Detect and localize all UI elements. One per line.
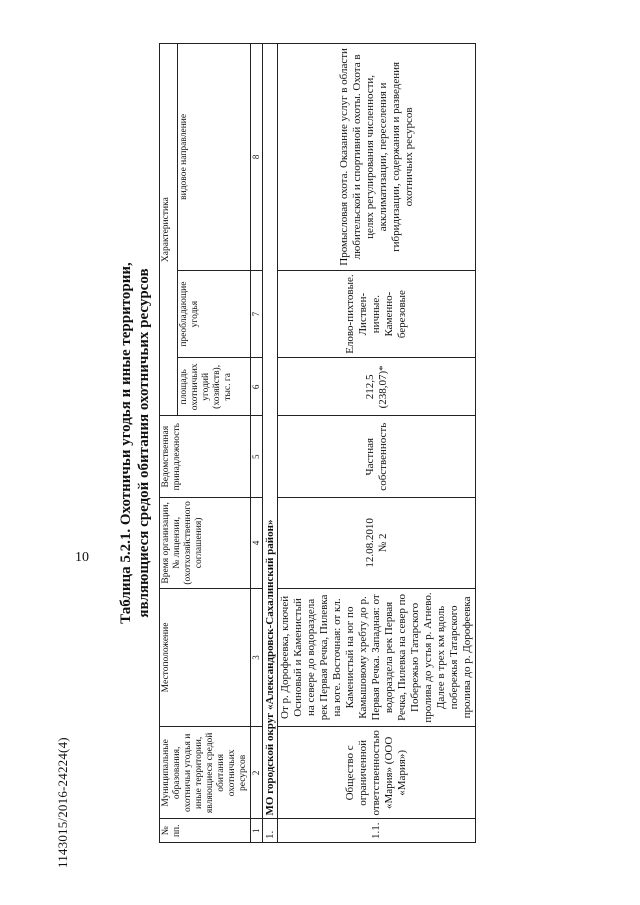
page-number: 10	[75, 550, 89, 565]
col-number: 5	[251, 416, 263, 498]
header-col6: площадь охотничьих угодий (хозяйств), тыс. га	[177, 358, 250, 416]
table-row	[278, 44, 476, 843]
region-name: МО городской округ «Александровск-Сахалинский район»	[263, 44, 278, 820]
entry-number: 1.1.	[278, 819, 476, 843]
entry-location: От р. Дорофеевка, ключей Осиновый и Каменистый на севере до водораздела рек Первая Речка, Пилевка на юге. Восточная: от кл. Каменистый на юг по Камышовому хребту до р. Первая Речка. Западная: от водораздела рек Первая Речка, Пилевка на север по Побережью Татарского пролива до устья р. Агнево. Далее в трех км вдоль побережья Татарского пролива до р. Дорофеевка	[278, 588, 476, 727]
entry-lands: Елово-пихтовые. Листвен-ничные. Каменно-березовые	[278, 270, 476, 358]
entry-area	[278, 358, 476, 416]
col-number: 8	[251, 44, 263, 271]
header-col8: видовое направление	[177, 44, 250, 271]
header-col1: № пп.	[160, 819, 251, 843]
entry-direction: Промысловая охота. Оказание услуг в области любительской и спортивной охоты. Охота в целях регулирования численности, акклиматизации, переселения и гибридизации, содержания и разведения охотничьих ресурсов	[278, 44, 476, 271]
area-note: (238,07)*	[376, 365, 389, 409]
header-col4: Время организации, № лицензии, (охотхозяйственного соглашения)	[160, 498, 251, 589]
header-row-1	[160, 44, 178, 843]
column-number-row	[251, 44, 263, 843]
document-code: 1143015/2016-24224(4)	[55, 737, 70, 868]
col-number: 2	[251, 727, 263, 819]
title-line-2: являющиеся средой обитания охотничьих ресурсов	[136, 268, 152, 618]
col-number: 4	[251, 498, 263, 589]
hunting-grounds-table	[159, 43, 476, 843]
title-line-1: Таблица 5.2.1. Охотничьи угодья и иные территории,	[118, 262, 134, 624]
table-title	[117, 43, 153, 843]
header-col2: Муниципальные образования, охотничьи угодья и иные территории, являющиеся средой обитания охотничьих ресурсов	[160, 727, 251, 819]
region-row	[263, 44, 278, 843]
rotated-page-content	[115, 43, 620, 843]
entry-license	[278, 498, 476, 589]
entry-name: Общество с ограниченной ответственностью «Мария» (ООО «Мария»)	[278, 727, 476, 819]
entry-ownership: Частная собственность	[278, 416, 476, 498]
license-date: 12.08.2010	[363, 518, 376, 568]
col-number: 1	[251, 819, 263, 843]
area-value: 212,5	[363, 374, 376, 400]
col-number: 3	[251, 588, 263, 727]
header-col3: Местоположение	[160, 588, 251, 727]
col-number: 6	[251, 358, 263, 416]
region-number: 1.	[263, 819, 278, 843]
header-group: Характеристика	[160, 44, 178, 416]
license-number: № 2	[376, 533, 389, 553]
col-number: 7	[251, 270, 263, 358]
header-col7: преобладающие угодья	[177, 270, 250, 358]
header-col5: Ведомственная принадлежность	[160, 416, 251, 498]
